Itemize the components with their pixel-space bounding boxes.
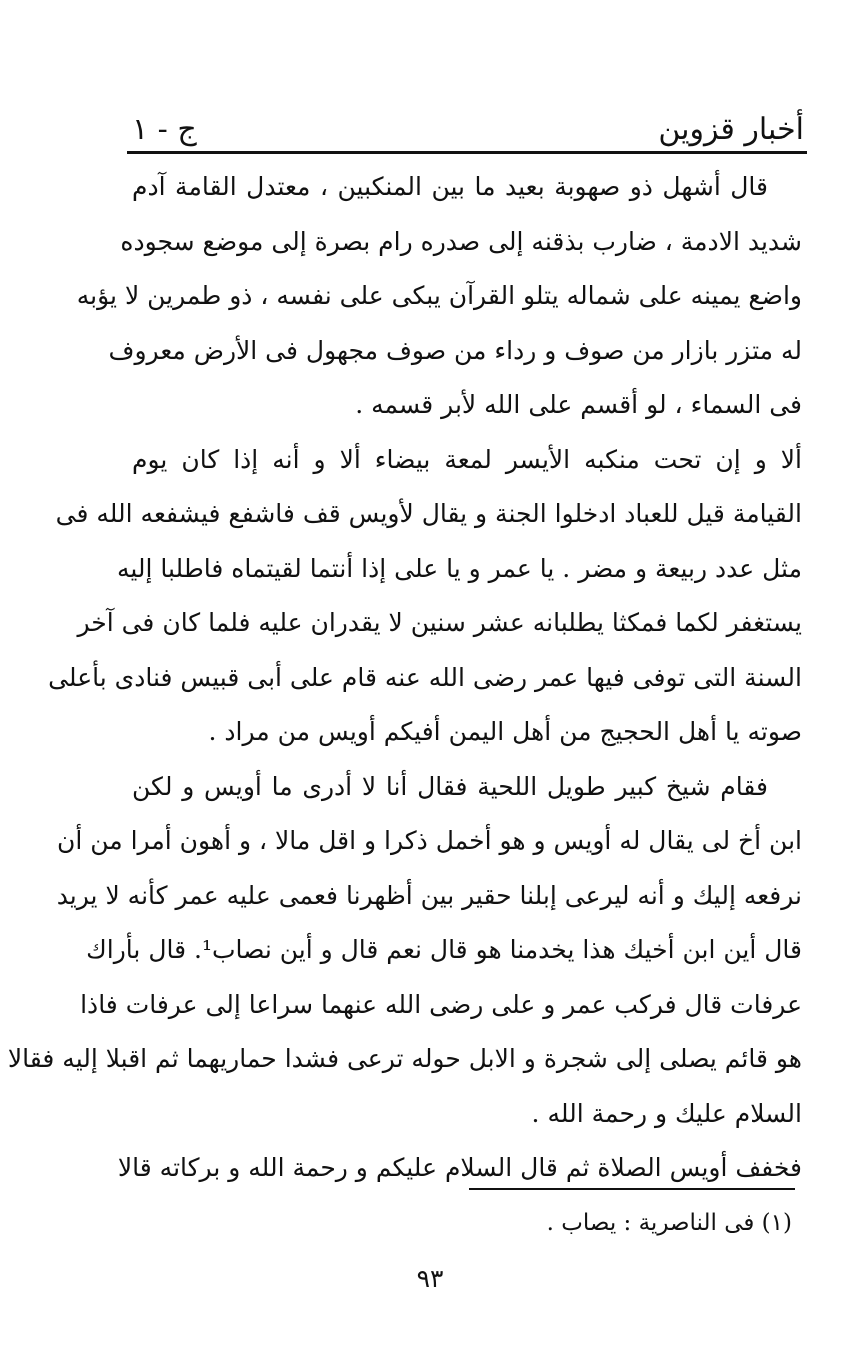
text-line: شديد الادمة ، ضارب بذقنه إلى صدره رام بصرة إلى موضع سجوده [120, 226, 802, 256]
paragraph-1 [76, 160, 802, 433]
text-line: يستغفر لكما فمكثا يطلبانه عشر سنين لا يقدران عليه فلما كان فى آخر [77, 608, 802, 637]
footnote: (١) فى الناصرية : يصاب . [546, 1210, 792, 1236]
paragraph-2 [48, 433, 802, 760]
body-text [7, 160, 802, 1196]
text-line: قال أين ابن أخيك هذا يخدمنا هو قال نعم قال و أين نصاب¹. قال بأراك [86, 935, 802, 964]
text-line: السلام عليك و رحمة الله . [531, 1098, 802, 1128]
book-title: أخبار قزوين [658, 112, 804, 147]
page-number: ٩٣ [416, 1264, 444, 1293]
text-line: فخفف أويس الصلاة ثم قال السلام عليكم و رحمة الله و بركاته قالا [117, 1153, 802, 1182]
text-line: القيامة قيل للعباد ادخلوا الجنة و يقال لأويس قف فاشفع فيشفعه الله فى [55, 499, 802, 528]
volume-label: ج - ١ [132, 112, 197, 147]
text-line: صوته يا أهل الحجيج من أهل اليمن أفيكم أويس من مراد . [208, 717, 802, 746]
footnote-rule [469, 1188, 795, 1190]
header-rule [127, 151, 807, 154]
text-line: فى السماء ، لو أقسم على الله لأبر قسمه . [355, 390, 802, 419]
text-line: نرفعه إليك و أنه ليرعى إبلنا حقير بين أظهرنا فعمى عليه عمر كأنه لا يريد [56, 880, 802, 910]
text-line: قال أشهل ذو صهوبة بعيد ما بين المنكبين ، معتدل القامة آدم [132, 172, 768, 201]
text-line: واضع يمينه على شماله يتلو القرآن يبكى على نفسه ، ذو طمرين لا يؤبه [76, 281, 802, 310]
text-line: ابن أخ لى يقال له أويس و هو أخمل ذكرا و اقل مالا ، و أهون أمرا من أن [56, 826, 802, 855]
text-line: فقام شيخ كبير طويل اللحية فقال أنا لا أدرى ما أويس و لكن [132, 771, 768, 801]
text-line: عرفات قال فركب عمر و على رضى الله عنهما سراعا إلى عرفات فاذا [80, 989, 802, 1019]
text-line: له متزر بازار من صوف و رداء من صوف مجهول فى الأرض معروف [108, 335, 802, 365]
text-line: السنة التى توفى فيها عمر رضى الله عنه قام على أبى قبيس فنادى بأعلى [48, 662, 802, 692]
paragraph-3 [7, 760, 802, 1142]
text-line: مثل عدد ربيعة و مضر . يا عمر و يا على إذا أنتما لقيتماه فاطلبا إليه [116, 553, 802, 583]
text-line: هو قائم يصلى إلى شجرة و الابل حوله ترعى فشدا حماريهما ثم اقبلا إليه فقالا [7, 1044, 802, 1073]
text-line: ألا و إن تحت منكبه الأيسر لمعة بيضاء ألا و أنه إذا كان يوم [132, 444, 802, 474]
running-header [128, 110, 806, 154]
